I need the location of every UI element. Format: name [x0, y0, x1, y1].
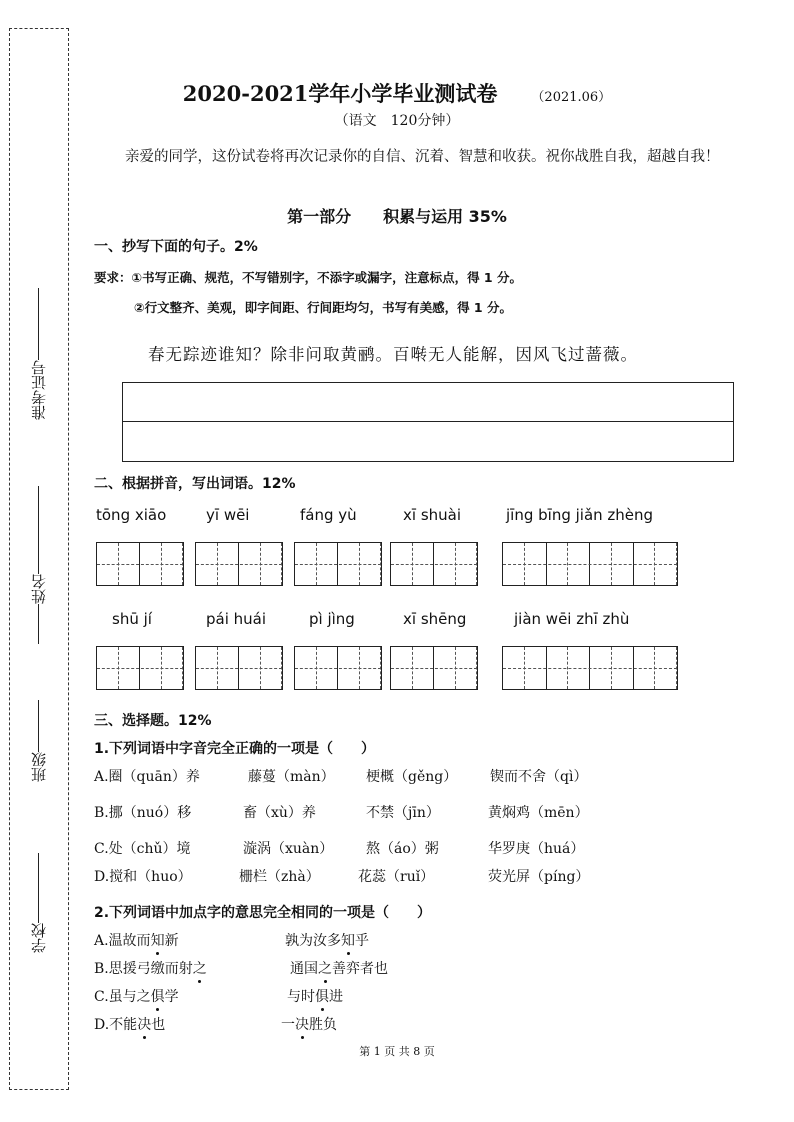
pinyin-5: jīng bīng jiǎn zhèng [506, 506, 654, 524]
school-field[interactable] [16, 853, 60, 953]
school-label: 学校 [29, 923, 48, 953]
exam-subtitle: （语文 120分钟） [334, 113, 460, 129]
name-label: 姓名 [29, 574, 48, 604]
copy-sentence: 春无踪迹谁知？除非问取黄鹂。百啭无人能解，因风飞过蔷薇。 [148, 345, 638, 364]
q1-option-b-1[interactable]: B.挪（nuó）移 [94, 805, 192, 821]
answer-grid-9[interactable] [390, 646, 478, 690]
pinyin-9: xī shēng [403, 610, 467, 628]
q1-option-d-1[interactable]: D.搅和（huo） [94, 869, 192, 885]
class-field[interactable] [16, 700, 60, 782]
emphasis-dot-char: 俱 [151, 986, 165, 1006]
answer-grid-2[interactable] [195, 542, 283, 586]
emphasis-dot-char: 决 [295, 1014, 309, 1034]
q1-option-a-4: 锲而不舍（qì） [490, 769, 588, 785]
q1-option-d-2: 栅栏（zhà） [239, 869, 320, 885]
answer-grid-6[interactable] [96, 646, 184, 690]
q2-option-a-pair: 孰为汝多知乎 [285, 930, 369, 950]
exam-id-field[interactable] [16, 288, 60, 420]
answer-grid-10[interactable] [502, 646, 678, 690]
pinyin-2: yī wēi [206, 506, 250, 524]
pinyin-8: pì jìng [309, 610, 355, 628]
q1-option-c-3: 熬（áo）粥 [366, 841, 439, 857]
pinyin-1: tōng xiāo [96, 506, 167, 524]
name-field[interactable] [16, 486, 60, 644]
emphasis-dot-char: 知 [341, 930, 355, 950]
answer-grid-4[interactable] [390, 542, 478, 586]
answer-grid-8[interactable] [294, 646, 382, 690]
q2-option-d[interactable]: D.不能决也 [94, 1014, 165, 1034]
exam-date: （2021.06） [531, 90, 612, 105]
section-three-heading: 三、选择题。12% [94, 713, 212, 729]
section-one-heading: 一、抄写下面的句子。2% [94, 239, 258, 255]
emphasis-dot-char: 之 [193, 958, 207, 978]
emphasis-dot-char: 决 [137, 1014, 151, 1034]
emphasis-dot-char: 知 [151, 930, 165, 950]
pinyin-6: shū jí [112, 610, 152, 628]
exam-id-label: 准考证号 [29, 360, 48, 420]
copy-writing-box[interactable] [122, 382, 734, 462]
requirement-one: 要求：①书写正确、规范，不写错别字，不添字或漏字，注意标点，得 1 分。 [94, 270, 522, 285]
pinyin-3: fáng yù [300, 506, 357, 524]
answer-grid-3[interactable] [294, 542, 382, 586]
q2-option-b-pair: 通国之善弈者也 [290, 958, 388, 978]
emphasis-dot-char: 之 [318, 958, 332, 978]
question-one-stem: 1.下列词语中字音完全正确的一项是（ ） [94, 741, 376, 757]
q1-option-a-2: 藤蔓（màn） [248, 769, 335, 785]
pinyin-4: xī shuài [403, 506, 462, 524]
requirement-two: ②行文整齐、美观，即字间距、行间距均匀，书写有美感，得 1 分。 [134, 300, 512, 315]
exam-title [0, 78, 794, 108]
q2-option-c[interactable]: C.虽与之俱学 [94, 986, 179, 1006]
q1-option-b-3: 不禁（jīn） [366, 805, 440, 821]
part-one-heading: 第一部分 积累与运用 35% [287, 207, 507, 226]
q2-option-b[interactable]: B.思援弓缴而射之 [94, 958, 207, 978]
q1-option-a-3: 梗概（gěng） [366, 769, 458, 785]
answer-grid-5[interactable] [502, 542, 678, 586]
title-text: 2020-2021学年小学毕业测试卷 [182, 81, 498, 106]
q1-option-c-4: 华罗庚（huá） [488, 841, 585, 857]
pinyin-7: pái huái [206, 610, 267, 628]
q1-option-d-4: 荧光屏（píng） [488, 869, 590, 885]
question-two-stem: 2.下列词语中加点字的意思完全相同的一项是（ ） [94, 905, 432, 921]
class-label: 班级 [29, 752, 48, 782]
page-footer: 第 1 页 共 8 页 [359, 1045, 435, 1058]
q1-option-a-1[interactable]: A.圈（quān）养 [94, 769, 200, 785]
answer-grid-1[interactable] [96, 542, 184, 586]
emphasis-dot-char: 俱 [315, 986, 329, 1006]
q1-option-b-4: 黄焖鸡（mēn） [488, 805, 589, 821]
q1-option-c-1[interactable]: C.处（chǔ）境 [94, 841, 191, 857]
intro-paragraph: 亲爱的同学，这份试卷将再次记录你的自信、沉着、智慧和收获。祝你战胜自我，超越自我！ [125, 149, 720, 165]
q2-option-d-pair: 一决胜负 [281, 1014, 337, 1034]
section-two-heading: 二、根据拼音，写出词语。12% [94, 476, 296, 492]
q2-option-c-pair: 与时俱进 [287, 986, 343, 1006]
q1-option-c-2: 漩涡（xuàn） [243, 841, 334, 857]
q2-option-a[interactable]: A.温故而知新 [94, 930, 179, 950]
q1-option-b-2: 畜（xù）养 [243, 805, 316, 821]
q1-option-d-3: 花蕊（ruǐ） [358, 869, 435, 885]
pinyin-10: jiàn wēi zhī zhù [514, 610, 630, 628]
answer-grid-7[interactable] [195, 646, 283, 690]
